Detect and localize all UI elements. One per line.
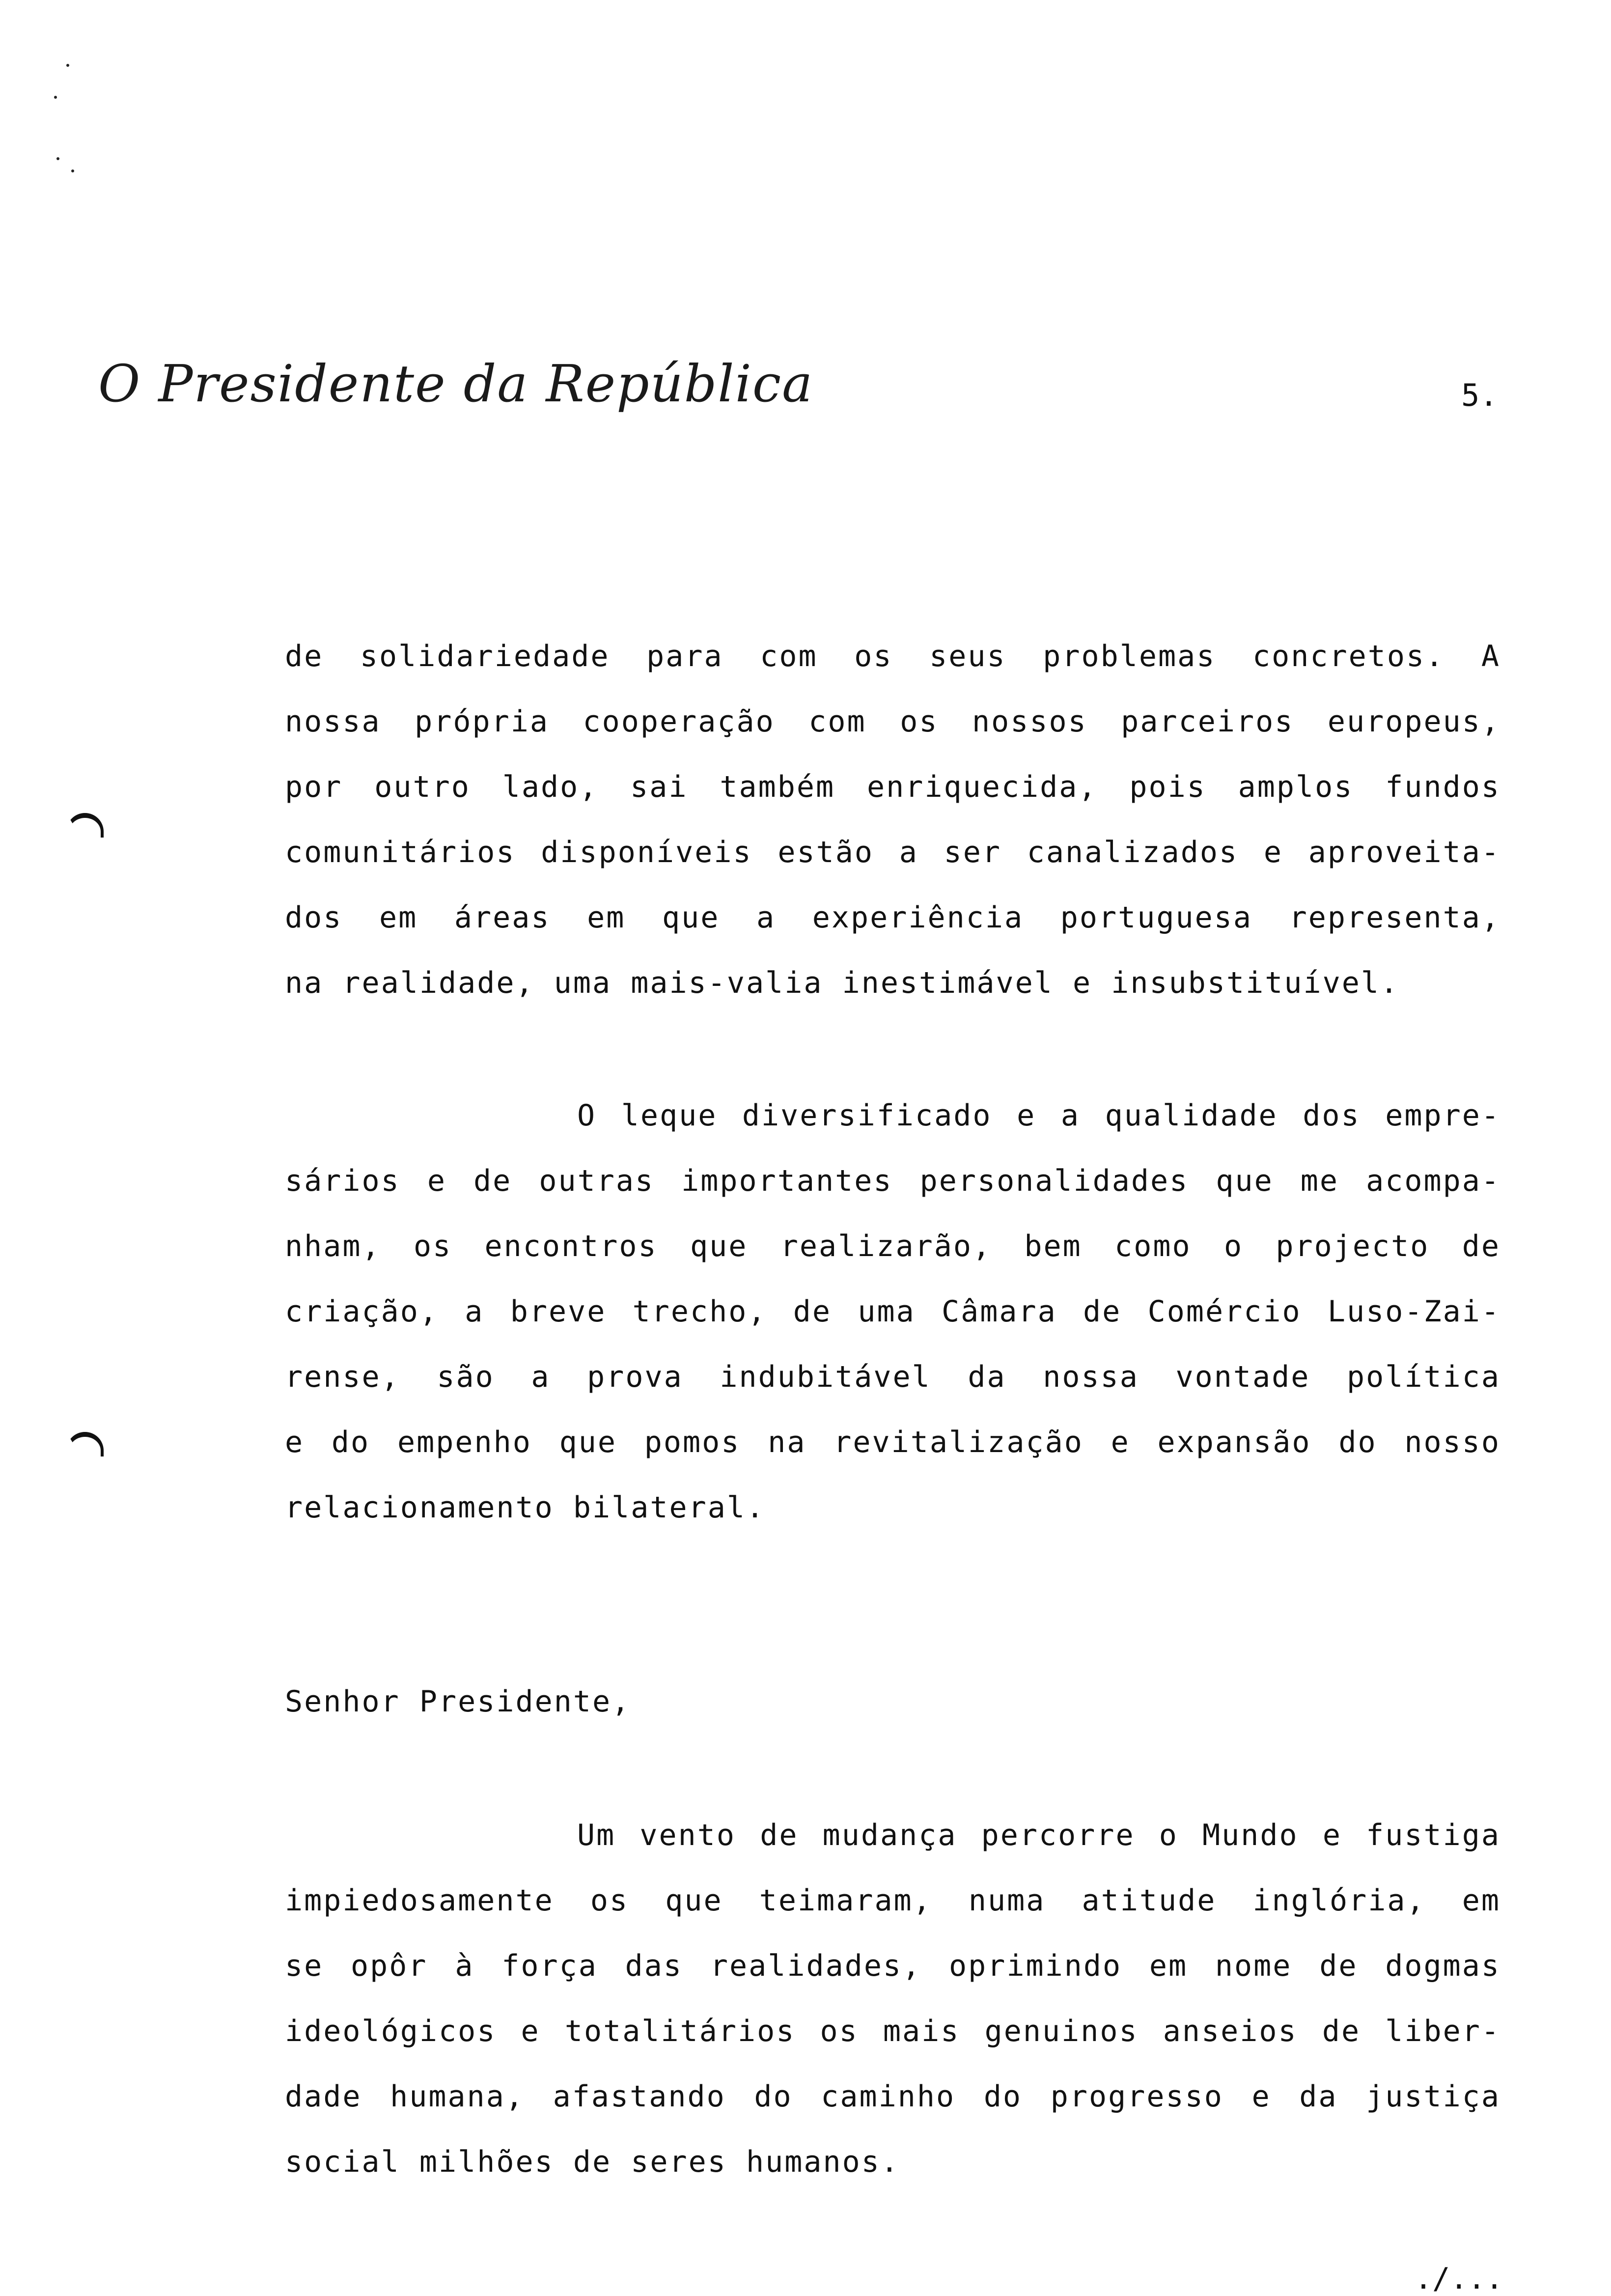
scan-speck	[54, 96, 57, 99]
hole-punch-mark	[66, 813, 104, 838]
page-number: 5.	[1461, 377, 1498, 413]
text-line: relacionamento bilateral.	[285, 1490, 766, 1525]
text-line: nham, os encontros que realizarão, bem como o projecto de	[285, 1229, 1500, 1263]
hole-punch-mark	[66, 1432, 104, 1456]
text-line: nossa própria cooperação com os nossos parceiros europeus,	[285, 704, 1500, 739]
text-line: sários e de outras importantes personalidades que me acompa-	[285, 1164, 1500, 1198]
text-line: O leque diversificado e a qualidade dos empre-	[577, 1098, 1500, 1133]
letterhead: O Presidente da República	[98, 354, 814, 414]
text-line: por outro lado, sai também enriquecida, pois amplos fundos	[285, 770, 1500, 804]
salutation: Senhor Presidente,	[285, 1684, 631, 1719]
continuation-mark: ./...	[1415, 2262, 1503, 2296]
text-line: se opôr à força das realidades, oprimindo em nome de dogmas	[285, 1949, 1500, 1983]
scan-speck	[56, 157, 59, 160]
text-line: social milhões de seres humanos.	[285, 2145, 900, 2179]
text-line: dos em áreas em que a experiência portuguesa representa,	[285, 900, 1500, 935]
text-line: e do empenho que pomos na revitalização e expansão do nosso	[285, 1425, 1500, 1459]
text-line: impiedosamente os que teimaram, numa atitude inglória, em	[285, 1883, 1500, 1918]
text-line: na realidade, uma mais-valia inestimável e insubstituível.	[285, 966, 1400, 1000]
text-line: Um vento de mudança percorre o Mundo e fustiga	[577, 1818, 1500, 1852]
text-line: criação, a breve trecho, de uma Câmara de Comércio Luso-Zai-	[285, 1294, 1500, 1329]
text-line: ideológicos e totalitários os mais genuinos anseios de liber-	[285, 2014, 1500, 2048]
text-line: dade humana, afastando do caminho do progresso e da justiça	[285, 2079, 1500, 2114]
scan-speck	[66, 64, 69, 67]
text-line: comunitários disponíveis estão a ser canalizados e aproveita-	[285, 835, 1500, 869]
text-line: de solidariedade para com os seus problemas concretos. A	[285, 639, 1500, 673]
scan-speck	[71, 169, 74, 172]
text-line: rense, são a prova indubitável da nossa vontade política	[285, 1360, 1500, 1394]
